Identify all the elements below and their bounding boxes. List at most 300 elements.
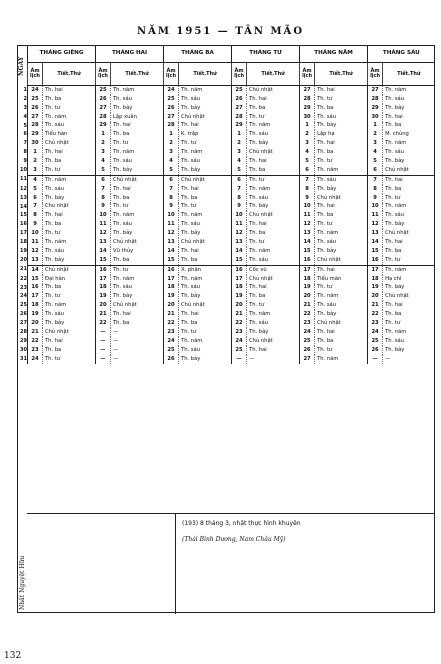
lunar-day-cell: 28: [368, 95, 383, 104]
lunar-header: Âm lịch: [232, 63, 247, 86]
lunar-day-cell: 12: [368, 220, 383, 229]
lunar-day-cell: 26: [96, 95, 111, 104]
lunar-day-cell: —: [232, 355, 247, 364]
lunar-day-cell: 25: [232, 86, 247, 95]
weekday-cell: Th. sáu: [247, 256, 300, 265]
weekday-cell: Th. năm: [111, 211, 164, 220]
lunar-day-cell: —: [96, 328, 111, 337]
weekday-cell: Th. ba: [43, 346, 96, 355]
weekday-cell: Tiểu hàn: [43, 130, 96, 139]
lunar-day-cell: 1: [28, 148, 43, 157]
lunar-day-cell: 7: [300, 175, 315, 184]
lunar-day-cell: 6: [164, 175, 179, 184]
table-row: [28, 148, 435, 157]
weekday-cell: Th. tư: [315, 220, 368, 229]
day-number: 30: [20, 346, 27, 353]
table-row: [28, 346, 435, 355]
weekday-cell: Th. tư: [315, 284, 368, 293]
weekday-cell: Th. bảy: [247, 328, 300, 337]
weekday-cell: Th. sáu: [315, 175, 368, 184]
lunar-day-cell: 26: [368, 346, 383, 355]
table-row: [28, 256, 435, 265]
day-column-label: NGÀY: [18, 56, 25, 76]
lunar-day-cell: 5: [164, 166, 179, 175]
weekday-cell: Th. sáu: [315, 113, 368, 122]
table-row: [28, 355, 435, 364]
weekday-cell: Th. ba: [111, 194, 164, 203]
lunar-day-cell: 28: [300, 95, 315, 104]
weekday-cell: Th. tư: [43, 229, 96, 238]
lunar-day-cell: 10: [300, 203, 315, 212]
weekday-cell: Th. ba: [43, 220, 96, 229]
lunar-day-cell: 22: [28, 337, 43, 346]
table-row: [28, 229, 435, 238]
weekday-cell: Th. hai: [179, 185, 232, 194]
day-number: 10: [20, 167, 27, 174]
day-number: 9: [23, 158, 27, 165]
lunar-day-cell: 10: [28, 229, 43, 238]
weekday-cell: Th. hai: [247, 284, 300, 293]
lunar-day-cell: 9: [300, 194, 315, 203]
weekday-cell: Th. hai: [383, 301, 435, 310]
weekday-cell: Th. sáu: [179, 157, 232, 166]
table-row: [28, 275, 435, 284]
lunar-day-cell: 11: [232, 220, 247, 229]
weekday-cell: Th. tư: [383, 256, 435, 265]
lunar-day-cell: 15: [300, 247, 315, 256]
weekday-cell: Th. tư: [315, 346, 368, 355]
lunar-day-cell: 10: [368, 203, 383, 212]
lunar-day-cell: 3: [232, 148, 247, 157]
lunar-day-cell: 9: [96, 203, 111, 212]
table-row: [28, 175, 435, 184]
day-number: 28: [20, 329, 27, 336]
weekday-cell: Th. năm: [383, 265, 435, 274]
lunar-day-cell: 27: [368, 86, 383, 95]
lunar-day-cell: 2: [164, 139, 179, 148]
weekday-cell: Th. ba: [383, 247, 435, 256]
lunar-day-cell: 24: [300, 328, 315, 337]
lunar-day-cell: 29: [28, 130, 43, 139]
month-header: THÁNG BA: [164, 46, 232, 63]
weekday-cell: Th. năm: [315, 166, 368, 175]
day-number: 18: [20, 239, 27, 246]
table-row: [28, 130, 435, 139]
weekday-cell: Th. sáu: [383, 95, 435, 104]
lunar-day-cell: 2: [300, 130, 315, 139]
weekday-cell: Chủ nhật: [179, 301, 232, 310]
weekday-cell: Th. tư: [111, 265, 164, 274]
lunar-day-cell: 12: [232, 229, 247, 238]
weekday-cell: Chủ nhật: [247, 148, 300, 157]
weekday-cell: Chủ nhật: [111, 301, 164, 310]
weekday-cell: Th. bảy: [111, 292, 164, 301]
lunar-day-cell: 18: [300, 275, 315, 284]
weekday-cell: Th. tư: [383, 194, 435, 203]
lunar-day-cell: 8: [232, 194, 247, 203]
day-number: 5: [23, 122, 27, 129]
weekday-cell: Cốc vũ: [247, 265, 300, 274]
lunar-day-cell: 4: [368, 148, 383, 157]
weekday-cell: Th. tư: [111, 139, 164, 148]
weekday-cell: Th. bảy: [315, 185, 368, 194]
weekday-cell: Th. tư: [179, 139, 232, 148]
weekday-cell: Th. sáu: [247, 130, 300, 139]
day-number: 25: [20, 302, 27, 309]
weekday-cell: Th. ba: [315, 211, 368, 220]
day-number: 23: [20, 284, 27, 291]
day-number: 27: [20, 320, 27, 327]
weekday-cell: Th. năm: [111, 86, 164, 95]
weekday-cell: Th. sáu: [315, 238, 368, 247]
weekday-cell: Th. tư: [315, 157, 368, 166]
weekday-cell: Th. sáu: [383, 211, 435, 220]
table-row: [28, 337, 435, 346]
lunar-day-cell: 15: [368, 247, 383, 256]
weekday-cell: Chủ nhật: [43, 203, 96, 212]
lunar-day-cell: 16: [300, 256, 315, 265]
lunar-day-cell: 7: [164, 185, 179, 194]
weekday-cell: Th. hai: [179, 310, 232, 319]
weekday-cell: Th. hai: [383, 175, 435, 184]
lunar-day-cell: 25: [368, 337, 383, 346]
lunar-day-cell: 27: [28, 113, 43, 122]
weekday-cell: Th. tư: [179, 203, 232, 212]
weekday-cell: Th. tư: [179, 328, 232, 337]
weekday-cell: Th. ba: [247, 104, 300, 113]
day-number: 4: [23, 113, 27, 120]
lunar-day-cell: 1: [164, 130, 179, 139]
weekday-cell: Th. hai: [179, 122, 232, 131]
lunar-day-cell: 11: [164, 220, 179, 229]
table-row: [28, 139, 435, 148]
weekday-cell: Tiểu mãn: [315, 275, 368, 284]
weekday-cell: Th. bảy: [383, 157, 435, 166]
table-row: [28, 220, 435, 229]
weekday-cell: Th. sáu: [179, 346, 232, 355]
table-row: [28, 185, 435, 194]
eclipse-note: (193) 8 tháng 3, nhật thực hình khuyên: [182, 520, 301, 527]
lunar-day-cell: 28: [164, 122, 179, 131]
lunar-day-cell: 29: [300, 104, 315, 113]
weekday-cell: Th. bảy: [247, 203, 300, 212]
lunar-day-cell: 13: [96, 238, 111, 247]
weekday-cell: Th. ba: [247, 292, 300, 301]
lunar-day-cell: 5: [368, 157, 383, 166]
lunar-day-cell: 12: [96, 229, 111, 238]
weekday-cell: Th. năm: [383, 203, 435, 212]
lunar-day-cell: —: [368, 355, 383, 364]
weekday-cell: Th. ba: [111, 319, 164, 328]
lunar-day-cell: 28: [28, 122, 43, 131]
lunar-day-cell: 18: [28, 301, 43, 310]
weekday-cell: Chủ nhật: [247, 211, 300, 220]
weekday-cell: Th. năm: [179, 86, 232, 95]
lunar-day-cell: 2: [368, 130, 383, 139]
lunar-day-cell: 22: [96, 319, 111, 328]
weekday-cell: Th. sáu: [247, 194, 300, 203]
lunar-day-cell: 10: [164, 211, 179, 220]
day-number: 8: [23, 149, 27, 156]
weekday-cell: Th. sáu: [43, 247, 96, 256]
page-number: 132: [4, 651, 22, 661]
lunar-day-cell: 11: [368, 211, 383, 220]
weekday-cell: Lập xuân: [111, 113, 164, 122]
lunar-day-cell: 16: [232, 265, 247, 274]
calendar-table: [27, 46, 435, 364]
lunar-day-cell: 22: [300, 310, 315, 319]
weekday-cell: Th. tư: [43, 166, 96, 175]
weekday-cell: Th. năm: [315, 292, 368, 301]
weekday-cell: Th. năm: [179, 337, 232, 346]
lunar-day-cell: 17: [164, 275, 179, 284]
lunar-day-cell: 13: [28, 256, 43, 265]
lunar-day-cell: 23: [164, 328, 179, 337]
weekday-cell: Th. ba: [383, 310, 435, 319]
lunar-header: Âm lịch: [300, 63, 315, 86]
lunar-day-cell: 7: [96, 185, 111, 194]
lunar-day-cell: 20: [28, 319, 43, 328]
weekday-cell: Th. hai: [43, 337, 96, 346]
weekday-cell: Th. bảy: [383, 220, 435, 229]
lunar-day-cell: 24: [232, 337, 247, 346]
lunar-day-cell: 3: [96, 148, 111, 157]
weekday-cell: Th. sáu: [43, 310, 96, 319]
weekday-cell: Th. sáu: [111, 157, 164, 166]
lunar-day-cell: 22: [368, 310, 383, 319]
weekday-cell: Th. bảy: [111, 229, 164, 238]
weekday-cell: Th. sáu: [43, 122, 96, 131]
weekday-cell: Th. hai: [43, 86, 96, 95]
lunar-day-cell: 20: [96, 301, 111, 310]
weekday-cell: Chủ nhật: [247, 337, 300, 346]
weekday-cell: M. chủng: [383, 130, 435, 139]
lunar-day-cell: 16: [28, 284, 43, 293]
day-number: 22: [20, 275, 27, 282]
table-row: [28, 301, 435, 310]
weekday-cell: Th. bảy: [43, 194, 96, 203]
day-number: 7: [23, 140, 27, 147]
day-number: 17: [20, 230, 27, 237]
lunar-day-cell: 20: [164, 301, 179, 310]
lunar-day-cell: 6: [300, 166, 315, 175]
weekday-cell: Th. tư: [247, 238, 300, 247]
lunar-day-cell: 7: [368, 175, 383, 184]
day-number: 12: [20, 185, 27, 192]
weekday-cell: Th. sáu: [383, 337, 435, 346]
weekday-cell: Th. ba: [247, 166, 300, 175]
weekday-cell: Th. hai: [315, 86, 368, 95]
month-header: THÁNG NĂM: [300, 46, 368, 63]
lunar-day-cell: 3: [28, 166, 43, 175]
table-row: [28, 95, 435, 104]
weekday-cell: Th. sáu: [315, 301, 368, 310]
lunar-day-cell: 23: [368, 319, 383, 328]
eclipse-location: (Thái Bình Dương, Nam Châu Mỹ): [182, 536, 286, 543]
table-row: [28, 238, 435, 247]
lunar-header: Âm lịch: [368, 63, 383, 86]
lunar-day-cell: 5: [28, 185, 43, 194]
lunar-day-cell: 22: [164, 319, 179, 328]
table-row: [28, 113, 435, 122]
lunar-day-cell: 19: [28, 310, 43, 319]
weekday-cell: Hạ chí: [383, 275, 435, 284]
day-number: 16: [20, 221, 27, 228]
weekday-cell: Chủ nhật: [315, 319, 368, 328]
weekday-cell: Th. ba: [179, 319, 232, 328]
weekday-cell: —: [247, 355, 300, 364]
lunar-day-cell: 13: [232, 238, 247, 247]
table-row: [28, 166, 435, 175]
weekday-cell: —: [111, 355, 164, 364]
weekday-cell: Th. năm: [247, 185, 300, 194]
weekday-cell: Th. tư: [383, 319, 435, 328]
weekday-cell: Th. bảy: [179, 166, 232, 175]
weekday-cell: Th. tư: [43, 292, 96, 301]
day-number: 31: [20, 355, 27, 362]
lunar-day-cell: 21: [164, 310, 179, 319]
weekday-cell: Th. sáu: [111, 220, 164, 229]
weekday-cell: Th. hai: [111, 310, 164, 319]
weekday-header: Tiết.Thứ: [43, 63, 96, 86]
lunar-day-cell: 5: [300, 157, 315, 166]
weekday-cell: Th. hai: [315, 328, 368, 337]
lunar-day-cell: 10: [96, 211, 111, 220]
weekday-cell: Th. năm: [247, 310, 300, 319]
lunar-day-cell: 1: [368, 122, 383, 131]
day-number: 26: [20, 311, 27, 318]
month-header: THÁNG SÁU: [368, 46, 435, 63]
day-number: 2: [23, 95, 27, 102]
weekday-cell: Th. ba: [111, 130, 164, 139]
lunar-day-cell: 12: [164, 229, 179, 238]
weekday-cell: Th. năm: [43, 113, 96, 122]
weekday-cell: Th. sáu: [179, 284, 232, 293]
weekday-cell: Vũ thủy: [111, 247, 164, 256]
weekday-header: Tiết.Thứ: [111, 63, 164, 86]
weekday-cell: Th. năm: [179, 211, 232, 220]
weekday-cell: Th. sáu: [111, 95, 164, 104]
lunar-day-cell: —: [96, 346, 111, 355]
weekday-cell: Chủ nhật: [43, 265, 96, 274]
weekday-cell: Th. bảy: [43, 256, 96, 265]
lunar-day-cell: 28: [232, 113, 247, 122]
weekday-cell: Th. hai: [315, 139, 368, 148]
weekday-cell: Th. bảy: [315, 310, 368, 319]
lunar-day-cell: 1: [232, 130, 247, 139]
lunar-day-cell: 27: [96, 104, 111, 113]
lunar-day-cell: 16: [368, 256, 383, 265]
month-header: THÁNG TƯ: [232, 46, 300, 63]
lunar-day-cell: 9: [28, 220, 43, 229]
table-row: [28, 310, 435, 319]
lunar-day-cell: 8: [300, 185, 315, 194]
lunar-day-cell: 27: [300, 86, 315, 95]
lunar-day-cell: 24: [28, 86, 43, 95]
weekday-cell: Th. bảy: [111, 104, 164, 113]
lunar-day-cell: 13: [300, 229, 315, 238]
lunar-day-cell: 17: [96, 275, 111, 284]
lunar-day-cell: 3: [164, 148, 179, 157]
lunar-day-cell: 6: [368, 166, 383, 175]
lunar-day-cell: 18: [232, 284, 247, 293]
weekday-cell: Th. bảy: [179, 292, 232, 301]
weekday-cell: Chủ nhật: [383, 292, 435, 301]
lunar-day-cell: 20: [232, 301, 247, 310]
page-title: NĂM 1951 — TÂN MÃO: [136, 26, 305, 37]
weekday-cell: Chủ nhật: [111, 238, 164, 247]
weekday-cell: Th. năm: [315, 355, 368, 364]
lunar-day-cell: 1: [300, 122, 315, 131]
lunar-day-cell: 22: [232, 319, 247, 328]
weekday-cell: Th. năm: [111, 148, 164, 157]
day-number: 29: [20, 337, 27, 344]
lunar-day-cell: 23: [232, 328, 247, 337]
weekday-cell: Th. năm: [247, 122, 300, 131]
weekday-cell: X. phân: [179, 265, 232, 274]
weekday-cell: Th. tư: [247, 113, 300, 122]
weekday-cell: Th. năm: [179, 148, 232, 157]
lunar-day-cell: 23: [300, 319, 315, 328]
lunar-day-cell: 29: [232, 122, 247, 131]
lunar-day-cell: 27: [232, 104, 247, 113]
lunar-day-cell: 25: [232, 346, 247, 355]
lunar-day-cell: 4: [164, 157, 179, 166]
weekday-cell: Th. hai: [43, 148, 96, 157]
lunar-day-cell: —: [96, 355, 111, 364]
weekday-cell: Th. hai: [247, 157, 300, 166]
lunar-day-cell: 3: [368, 139, 383, 148]
weekday-cell: Th. ba: [43, 284, 96, 293]
lunar-day-cell: 26: [164, 104, 179, 113]
weekday-cell: Th. bảy: [315, 122, 368, 131]
lunar-day-cell: 14: [28, 265, 43, 274]
lunar-day-cell: 4: [96, 157, 111, 166]
lunar-day-cell: 23: [28, 346, 43, 355]
lunar-day-cell: 27: [300, 355, 315, 364]
weekday-cell: Th. bảy: [383, 284, 435, 293]
weekday-cell: Th. bảy: [111, 166, 164, 175]
lunar-day-cell: 30: [28, 139, 43, 148]
lunar-header: Âm lịch: [96, 63, 111, 86]
weekday-cell: Th. năm: [43, 238, 96, 247]
lunar-day-cell: —: [96, 337, 111, 346]
lunar-day-cell: 2: [232, 139, 247, 148]
lunar-day-cell: 19: [232, 292, 247, 301]
lunar-day-cell: 9: [368, 194, 383, 203]
lunar-day-cell: 15: [28, 275, 43, 284]
lunar-day-cell: 19: [164, 292, 179, 301]
weekday-cell: Th. ba: [179, 194, 232, 203]
lunar-day-cell: 17: [232, 275, 247, 284]
weekday-cell: Th. hai: [111, 122, 164, 131]
table-row: [28, 211, 435, 220]
lunar-day-cell: 25: [164, 346, 179, 355]
weekday-cell: Chủ nhật: [43, 139, 96, 148]
day-number: 11: [20, 176, 27, 183]
side-label: Nhất Nguyệt Hữu: [19, 555, 26, 610]
weekday-cell: Th. sáu: [179, 95, 232, 104]
lunar-day-cell: 14: [300, 238, 315, 247]
lunar-day-cell: 11: [96, 220, 111, 229]
weekday-cell: Th. hai: [179, 247, 232, 256]
lunar-day-cell: 4: [232, 157, 247, 166]
lunar-day-cell: 18: [96, 284, 111, 293]
lunar-day-cell: 18: [368, 275, 383, 284]
weekday-cell: Th. bảy: [179, 355, 232, 364]
lunar-day-cell: 17: [368, 265, 383, 274]
weekday-cell: Th. bảy: [179, 104, 232, 113]
